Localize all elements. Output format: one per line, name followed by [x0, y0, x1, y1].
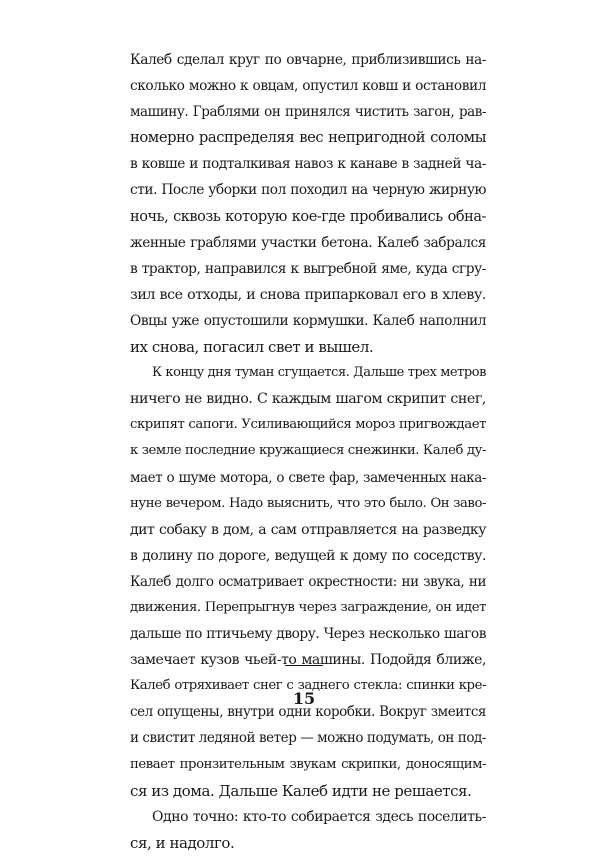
text-line: Калеб отряхивает снег с заднего стекла: спинки кре-: [130, 678, 486, 694]
text-line: в ковше и подталкивая навоз к канаве в задней ча-: [130, 156, 486, 173]
text-line: скрипят сапоги. Усиливающийся мороз пригвождает: [130, 417, 486, 433]
text-line: Калеб долго осматривает окрестности: ни звука, ни: [130, 573, 486, 590]
text-line: ся, и надолго.: [130, 833, 235, 852]
text-line: зил все отходы, и снова припарковал его в хлеву.: [130, 286, 486, 303]
page-number: 15: [292, 689, 316, 708]
paragraph-2: [130, 360, 486, 804]
text-line: в долину по дороге, ведущей к дому по соседству.: [130, 547, 486, 564]
text-line: и свистит ледяной ветер — можно подумать, он под-: [130, 730, 486, 747]
text-line: певает пронзительным звукам скрипки, доносящим-: [130, 756, 486, 772]
text-line: нуне вечером. Надо выяснить, что это было. Он заво-: [130, 495, 486, 511]
text-line: женные граблями участки бетона. Калеб забрался: [130, 234, 486, 251]
text-line: к земле последние кружащиеся снежинки. Калеб ду-: [130, 443, 486, 459]
paragraph-1: [130, 47, 486, 360]
text-line: в трактор, направился к выгребной яме, куда сгру-: [130, 260, 486, 277]
text-line: ночь, сквозь которую кое-где пробивались обна-: [130, 208, 486, 225]
text-line: сел опущены, внутри одни коробки. Вокруг змеится: [130, 704, 486, 721]
text-line: ся из дома. Дальше Калеб идти не решается.: [130, 781, 472, 800]
text-line: дит собаку в дом, а сам отправляется на разведку: [130, 521, 486, 538]
footer-divider: [285, 665, 323, 666]
text-line: сти. После уборки пол походил на черную жирную: [130, 182, 486, 199]
body-text: [130, 47, 486, 856]
text-line: мает о шуме мотора, о свете фар, замеченных нака-: [130, 469, 486, 486]
text-line: их снова, погасил свет и вышел.: [130, 338, 374, 357]
paragraph-3: [130, 804, 486, 856]
text-line: Одно точно: кто-то собирается здесь поселить-: [152, 808, 486, 825]
text-line: Овцы уже опустошили кормушки. Калеб наполнил: [130, 312, 486, 329]
text-line: сколько можно к овцам, опустил ковш и остановил: [130, 78, 486, 95]
text-line: ничего не видно. С каждым шагом скрипит снег,: [130, 391, 486, 408]
text-line: дальше по птичьему двору. Через несколько шагов: [130, 626, 486, 643]
text-line: К концу дня туман сгущается. Дальше трех метров: [152, 365, 486, 381]
text-line: Калеб сделал круг по овчарне, приблизившись на-: [130, 52, 486, 68]
text-line: машину. Граблями он принялся чистить загон, рав-: [130, 104, 486, 121]
text-line: замечает кузов чьей-то машины. Подойдя ближе,: [130, 652, 486, 669]
text-line: номерно распределяя вес непригодной соломы: [130, 129, 486, 147]
text-line: движения. Перепрыгнув через заграждение, он идет: [130, 599, 486, 615]
